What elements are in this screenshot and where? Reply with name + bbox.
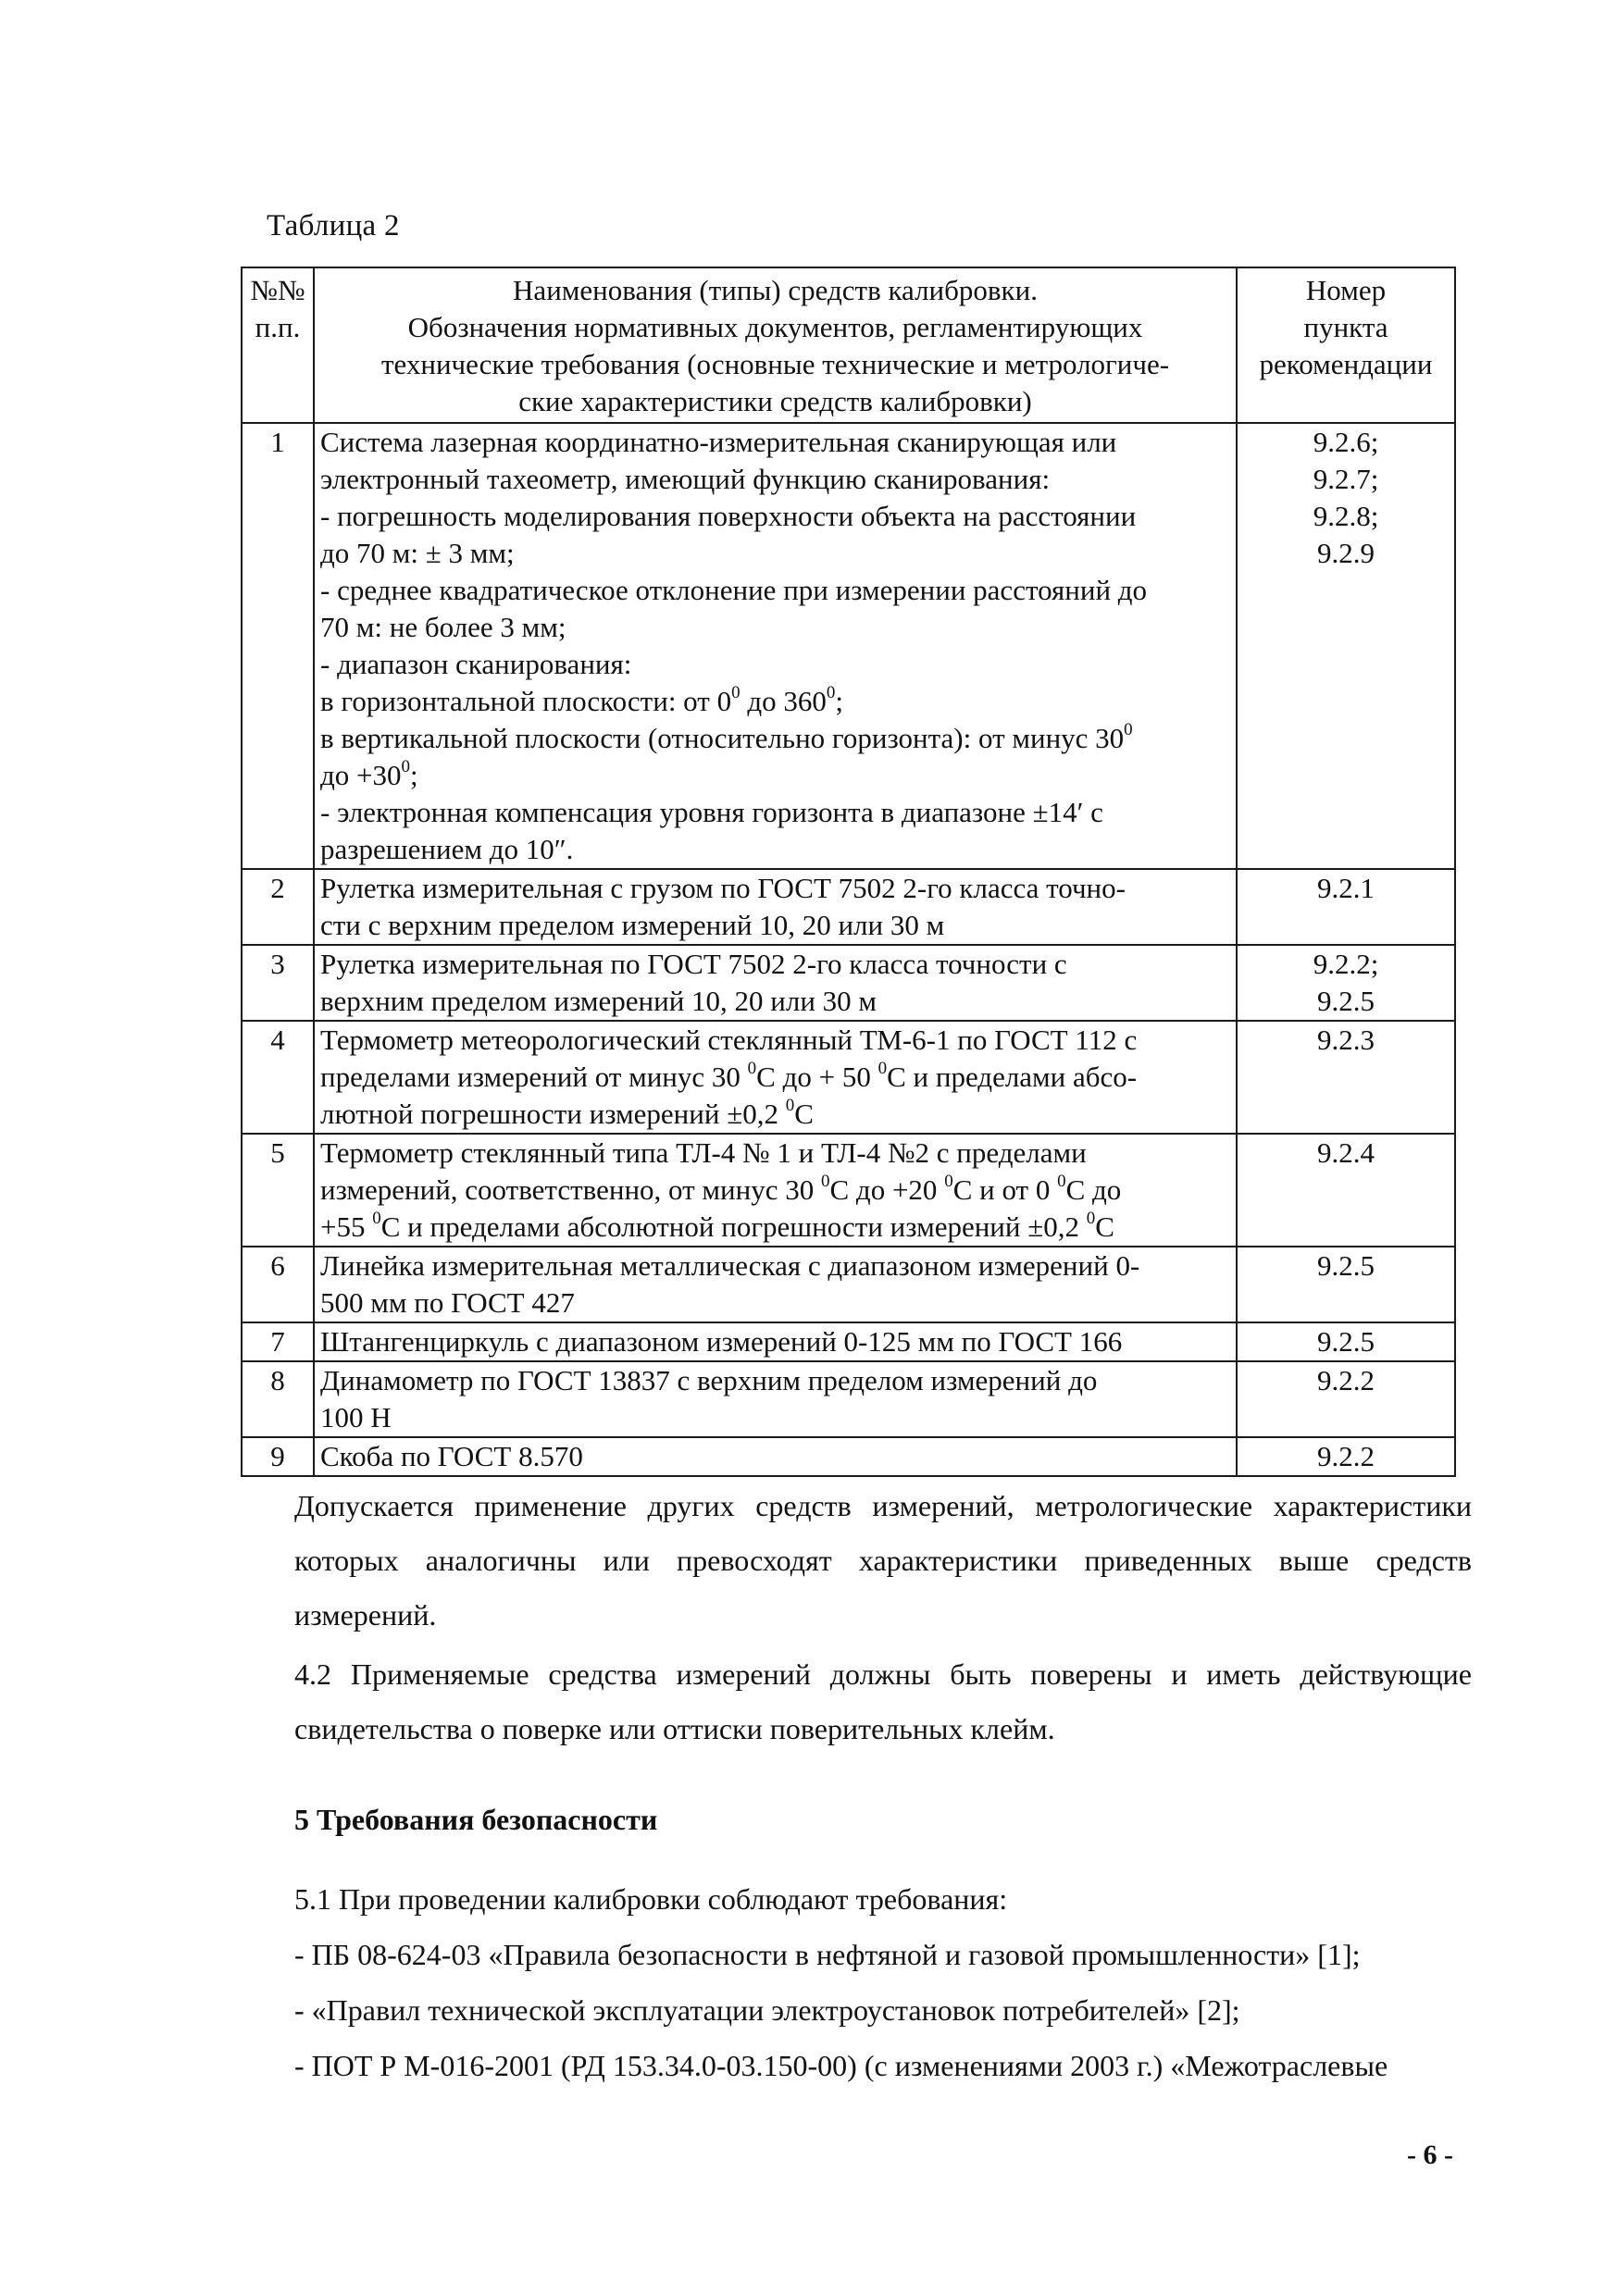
paragraph-4-2: 4.2 Применяемые средства измерений должны быть поверены и иметь действующие свидетельства о поверке или оттиски поверительных клейм.: [294, 1657, 1472, 1745]
table-row: [242, 1361, 1455, 1437]
row-description: [314, 1021, 1237, 1134]
description-line: разрешением до 10″.: [320, 833, 574, 865]
row-description: [314, 1134, 1237, 1247]
recommendation-item: 9.2.1: [1317, 872, 1375, 904]
recommendation-item: 9.2.5: [1317, 1249, 1375, 1282]
table-row: [242, 869, 1455, 945]
row-recommendation: [1237, 1247, 1455, 1322]
description-line: измерений, соответственно, от минус 30 $^0$С до +20 $^0$С и от 0 $^0$С до: [320, 1172, 1122, 1206]
description-line: +55 $^0$С и пределами абсолютной погрешности измерений ±0,2 $^0$С: [320, 1209, 1114, 1243]
row-description: [314, 423, 1237, 869]
description-line: - электронная компенсация уровня горизонта в диапазоне ±14′ с: [320, 796, 1103, 828]
row-recommendation: [1237, 423, 1455, 869]
description-line: Система лазерная координатно-измерительная сканирующая или: [320, 426, 1117, 458]
description-line: Штангенциркуль с диапазоном измерений 0-125 мм по ГОСТ 166: [320, 1325, 1123, 1358]
table-caption: Таблица 2: [267, 209, 400, 242]
description-line: - среднее квадратическое отклонение при измерении расстояний до: [320, 574, 1148, 606]
table-row: [242, 1322, 1455, 1361]
row-description: [314, 945, 1237, 1021]
description-line: лютной погрешности измерений ±0,2 $^0$С: [320, 1096, 814, 1130]
table-header-row: [242, 267, 1455, 423]
description-line: верхним пределом измерений 10, 20 или 30 м: [320, 985, 877, 1017]
row-number: 5: [242, 1134, 314, 1247]
description-line: Термометр стеклянный типа ТЛ-4 № 1 и ТЛ-4 №2 с пределами: [320, 1136, 1087, 1169]
recommendation-item: 9.2.2;: [1313, 948, 1379, 980]
description-line: Рулетка измерительная по ГОСТ 7502 2-го класса точности с: [320, 948, 1067, 980]
description-line: до 70 м: ± 3 мм;: [320, 537, 515, 569]
row-recommendation: [1237, 1134, 1455, 1247]
recommendation-item: 9.2.8;: [1313, 500, 1379, 532]
description-line: 70 м: не более 3 мм;: [320, 611, 566, 643]
row-recommendation: [1237, 869, 1455, 945]
header-name: Наименования (типы) средств калибровки. Обозначения нормативных документов, регламентирующих технические требования (основные технические и метрологиче- ские характеристики средств калибровки): [314, 267, 1237, 423]
section-line: - ПБ 08-624-03 «Правила безопасности в нефтяной и газовой промышленности» [1];: [294, 1938, 1361, 1971]
row-recommendation: [1237, 1322, 1455, 1361]
row-recommendation: [1237, 1021, 1455, 1134]
recommendation-item: 9.2.3: [1317, 1024, 1375, 1056]
description-line: сти с верхним пределом измерений 10, 20 или 30 м: [320, 909, 945, 941]
recommendation-item: 9.2.7;: [1313, 463, 1379, 495]
recommendation-item: 9.2.9: [1317, 537, 1375, 569]
row-number: 8: [242, 1361, 314, 1437]
row-recommendation: [1237, 1437, 1455, 1476]
description-line: пределами измерений от минус 30 $^0$С до + 50 $^0$С и пределами абсо-: [320, 1059, 1138, 1093]
paragraph-other-instruments: Допускается применение других средств измерений, метрологические характеристики которых аналогичны или превосходят характеристики приведенных выше средств измерений.: [294, 1489, 1472, 1632]
recommendation-item: 9.2.5: [1317, 985, 1375, 1017]
row-description: [314, 1361, 1237, 1437]
row-number: 7: [242, 1322, 314, 1361]
table-row: [242, 423, 1455, 869]
row-number: 9: [242, 1437, 314, 1476]
recommendation-item: 9.2.2: [1317, 1364, 1375, 1396]
recommendation-item: 9.2.5: [1317, 1325, 1375, 1358]
recommendation-item: 9.2.6;: [1313, 426, 1379, 458]
section-line: - ПОТ Р М-016-2001 (РД 153.34.0-03.150-00) (с изменениями 2003 г.) «Межотраслевые: [294, 2049, 1388, 2082]
row-number: 4: [242, 1021, 314, 1134]
description-line: - диапазон сканирования:: [320, 648, 632, 680]
section-line: 5.1 При проведении калибровки соблюдают требования:: [294, 1882, 1008, 1916]
description-line: Термометр метеорологический стеклянный ТМ-6-1 по ГОСТ 112 с: [320, 1024, 1138, 1056]
description-line: Рулетка измерительная с грузом по ГОСТ 7502 2-го класса точно-: [320, 872, 1126, 904]
table-body: [242, 423, 1455, 1476]
description-line: - погрешность моделирования поверхности объекта на расстоянии: [320, 500, 1137, 532]
section-line: - «Правил технической эксплуатации электроустановок потребителей» [2];: [294, 1993, 1240, 2027]
header-number: №№ п.п.: [242, 267, 314, 423]
table-row: [242, 1134, 1455, 1247]
description-line: до $+30^0$;: [320, 757, 418, 791]
description-line: 100 Н: [320, 1401, 392, 1433]
row-description: [314, 869, 1237, 945]
row-recommendation: [1237, 1361, 1455, 1437]
row-number: 3: [242, 945, 314, 1021]
row-description: [314, 1322, 1237, 1361]
description-line: в вертикальной плоскости (относительно горизонта): от минус $30^0$: [320, 720, 1133, 754]
page-number: - 6 -: [1407, 2140, 1453, 2170]
description-line: 500 мм по ГОСТ 427: [320, 1286, 575, 1319]
description-line: электронный тахеометр, имеющий функцию сканирования:: [320, 463, 1051, 495]
table-row: [242, 1021, 1455, 1134]
row-number: 1: [242, 423, 314, 869]
row-description: [314, 1247, 1237, 1322]
description-line: Линейка измерительная металлическая с диапазоном измерений 0-: [320, 1249, 1140, 1282]
table-row: [242, 1247, 1455, 1322]
section-heading: 5 Требования безопасности: [294, 1803, 658, 1836]
row-number: 6: [242, 1247, 314, 1322]
header-recommendation: Номер пункта рекомендации: [1237, 267, 1455, 423]
table-row: [242, 945, 1455, 1021]
row-description: [314, 1437, 1237, 1476]
recommendation-item: 9.2.2: [1317, 1440, 1375, 1472]
description-line: в горизонтальной плоскости: от $0^0$ до $360^0$;: [320, 683, 843, 717]
recommendation-item: 9.2.4: [1317, 1136, 1375, 1169]
row-number: 2: [242, 869, 314, 945]
table-row: [242, 1437, 1455, 1476]
description-line: Динамометр по ГОСТ 13837 с верхним пределом измерений до: [320, 1364, 1098, 1396]
calibration-table: [241, 267, 1456, 1477]
row-recommendation: [1237, 945, 1455, 1021]
description-line: Скоба по ГОСТ 8.570: [320, 1440, 583, 1472]
